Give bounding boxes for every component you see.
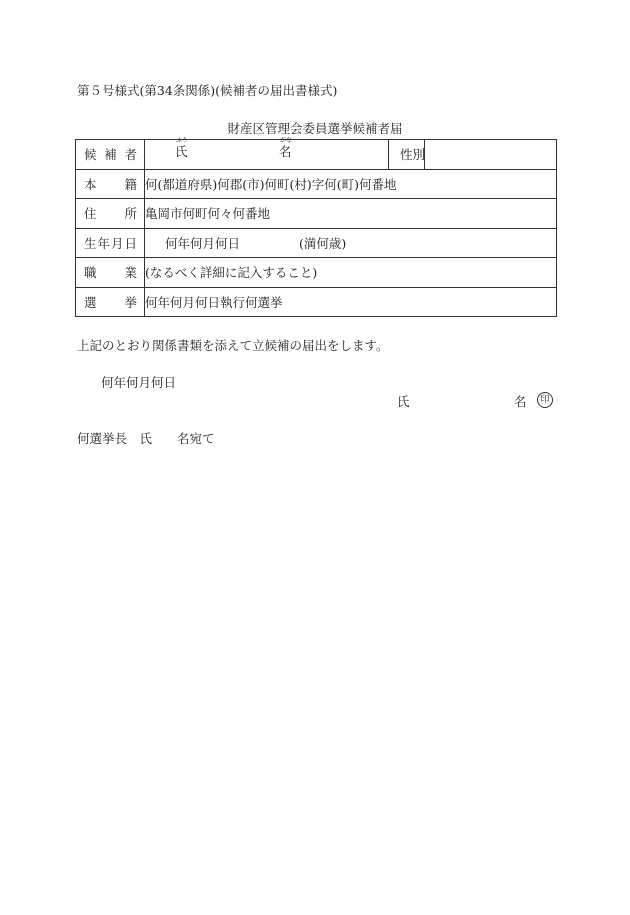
- occupation-row: [76, 258, 557, 288]
- candidate-label-char-2: 補: [104, 147, 117, 163]
- occupation-value[interactable]: (なるべく詳細に記入すること): [145, 258, 557, 288]
- surname-ruby: ふり: [176, 137, 189, 145]
- honseki-label-char-1: 本: [84, 176, 97, 192]
- birthdate-label-cell: [76, 228, 145, 258]
- honseki-value[interactable]: 何(都道府県)何郡(市)何町(村)字何(町)何番地: [145, 169, 557, 199]
- surname-char: 氏: [175, 144, 188, 160]
- occupation-label-cell: [76, 258, 145, 288]
- honseki-label-char-2: 籍: [124, 176, 137, 192]
- birthdate-value: 何年何月何日: [165, 235, 241, 251]
- birthdate-label-char-4: 日: [124, 235, 137, 251]
- age-value: (満何歳): [299, 235, 347, 251]
- gender-label-char-2: 別: [412, 147, 426, 163]
- given-name-ruby: がな: [280, 137, 293, 145]
- address-value[interactable]: 亀岡市何町何々何番地: [145, 199, 557, 229]
- seal-icon: 印: [537, 392, 553, 408]
- candidate-row: [76, 140, 557, 170]
- election-row: [76, 287, 557, 317]
- form-title: 財産区管理会委員選挙候補者届: [227, 121, 403, 136]
- candidate-name-cell[interactable]: [145, 137, 389, 170]
- occupation-label-char-2: 業: [124, 265, 137, 281]
- statement-text: 上記のとおり関係書類を添えて立候補の届出をします。: [77, 338, 389, 353]
- address-label-char-2: 所: [124, 206, 137, 222]
- birthdate-label-char-3: 月: [110, 235, 124, 251]
- election-label-char-2: 挙: [124, 294, 137, 310]
- signature-surname-label: 氏: [397, 394, 410, 409]
- birthdate-label-char-2: 年: [97, 235, 110, 251]
- candidate-label-char-3: 者: [124, 147, 137, 163]
- form-heading: 第５号様式(第34条関係)(候補者の届出書様式): [77, 83, 338, 98]
- gender-label-cell: [389, 140, 425, 170]
- addressee-line: 何選挙長 氏 名宛て: [77, 431, 215, 446]
- honseki-label-cell: [76, 169, 145, 199]
- honseki-row: [76, 169, 557, 199]
- election-value[interactable]: 何年何月何日執行何選挙: [145, 287, 557, 317]
- birthdate-row: [76, 228, 557, 258]
- submission-date[interactable]: 何年何月何日: [101, 375, 177, 390]
- address-row: [76, 199, 557, 229]
- given-name-char: 名: [279, 144, 292, 160]
- gender-value-cell[interactable]: [425, 140, 557, 170]
- birthdate-label-char-1: 生: [84, 235, 97, 251]
- occupation-label-char-1: 職: [84, 265, 97, 281]
- address-label-char-1: 住: [84, 206, 97, 222]
- candidate-label-char-1: 候: [84, 147, 97, 163]
- address-label-cell: [76, 199, 145, 229]
- candidate-label-cell: [76, 140, 145, 170]
- signature-given-label: 名: [514, 394, 527, 409]
- gender-label-char-1: 性: [400, 147, 413, 163]
- birthdate-value-cell[interactable]: [145, 228, 557, 258]
- election-label-char-1: 選: [84, 294, 97, 310]
- election-label-cell: [76, 287, 145, 317]
- candidate-entry-table: [75, 139, 557, 317]
